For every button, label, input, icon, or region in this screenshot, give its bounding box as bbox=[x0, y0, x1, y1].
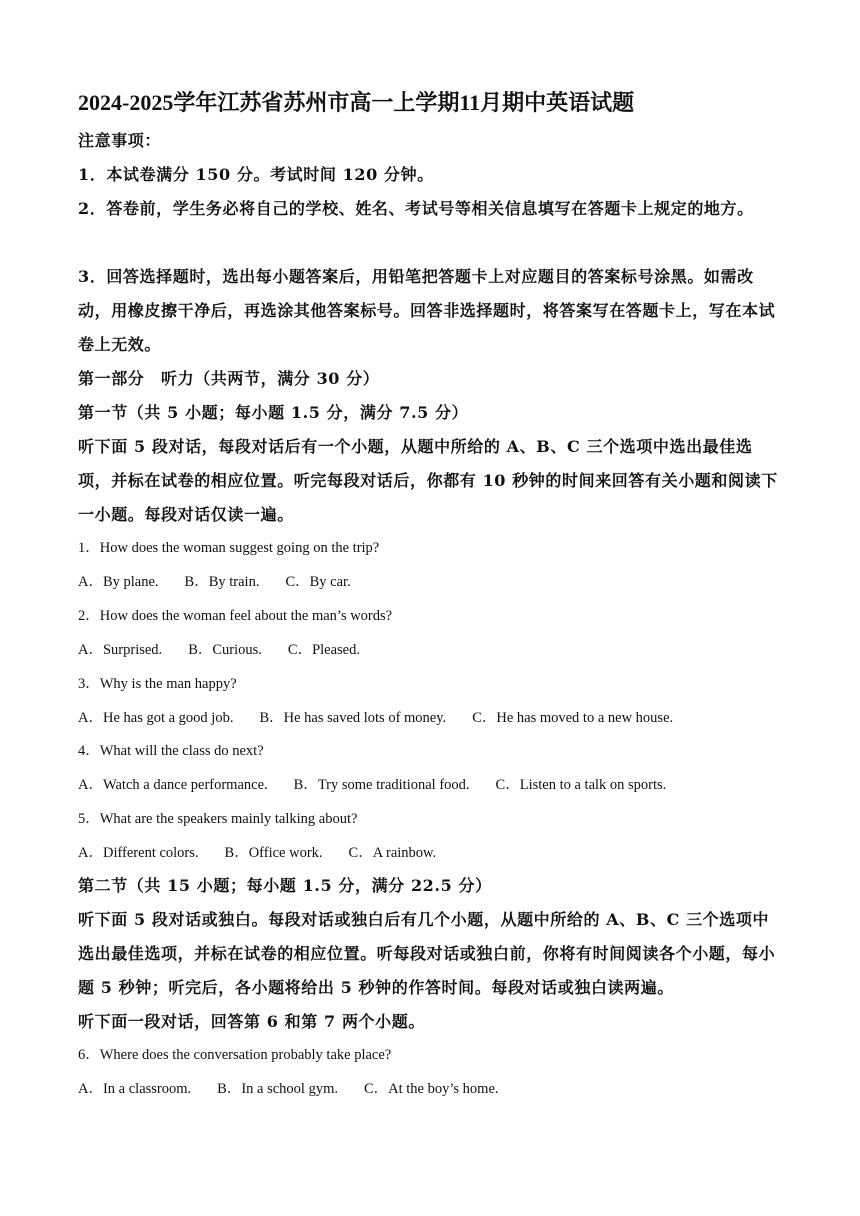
question-1: 1．How does the woman suggest going on the trip? bbox=[78, 540, 380, 556]
notice-heading: 注意事项： bbox=[78, 131, 162, 150]
question-6-options bbox=[78, 1079, 798, 1099]
option-c: C．By car. bbox=[285, 574, 351, 590]
question-2-options bbox=[78, 640, 798, 660]
option-b: B．Office work. bbox=[224, 845, 323, 861]
option-a: A．By plane. bbox=[78, 574, 159, 590]
option-b: B．Curious. bbox=[188, 642, 262, 658]
question-1-options bbox=[78, 572, 798, 592]
question-6: 6．Where does the conversation probably take place? bbox=[78, 1047, 392, 1063]
option-a: A．Different colors. bbox=[78, 845, 199, 861]
option-b: B．In a school gym. bbox=[217, 1081, 338, 1097]
option-a: A．In a classroom. bbox=[78, 1081, 192, 1097]
section2-instructions: 听下面 5 段对话或独白。每段对话或独白后有几个小题，从题中所给的 A、B、C 三个选项中选出最佳选项，并标在试卷的相应位置。听每段对话或独白前，你将有时间阅读各个小题，每小题 5 秒钟；听完后，各小题将给出 5 秒钟的作答时间。每段对话或独白读两遍。 bbox=[78, 910, 776, 997]
notice-item-2: 2．答卷前，学生务必将自己的学校、姓名、考试号等相关信息填写在答题卡上规定的地方。 bbox=[78, 199, 754, 218]
section1-instructions: 听下面 5 段对话，每段对话后有一个小题，从题中所给的 A、B、C 三个选项中选出最佳选项，并标在试卷的相应位置。听完每段对话后，你都有 10 秒钟的时间来回答有关小题和阅读下一小题。每段对话仅读一遍。 bbox=[78, 437, 778, 524]
option-a: A．Surprised. bbox=[78, 642, 163, 658]
question-5: 5．What are the speakers mainly talking about? bbox=[78, 811, 358, 827]
section2-heading: 第二节（共 15 小题；每小题 1.5 分，满分 22.5 分） bbox=[78, 876, 492, 895]
question-2: 2．How does the woman feel about the man’s words? bbox=[78, 608, 393, 624]
option-c: C．Listen to a talk on sports. bbox=[495, 777, 667, 793]
notice-item-3: 3．回答选择题时，选出每小题答案后，用铅笔把答题卡上对应题目的答案标号涂黑。如需改动，用橡皮擦干净后，再选涂其他答案标号。回答非选择题时，将答案写在答题卡上，写在本试卷上无效。 bbox=[78, 267, 776, 354]
question-4-options bbox=[78, 775, 798, 795]
option-b: B．He has saved lots of money. bbox=[259, 710, 447, 726]
part1-heading: 第一部分 听力（共两节，满分 30 分） bbox=[78, 369, 380, 388]
option-c: C．He has moved to a new house. bbox=[472, 710, 674, 726]
question-3-options bbox=[78, 708, 798, 728]
question-4: 4．What will the class do next? bbox=[78, 743, 264, 759]
option-c: C．At the boy’s home. bbox=[363, 1081, 499, 1097]
option-a: A．Watch a dance performance. bbox=[78, 777, 268, 793]
page-title: 2024-2025学年江苏省苏州市高一上学期11月期中英语试题 bbox=[78, 90, 635, 115]
option-b: B．Try some traditional food. bbox=[293, 777, 470, 793]
dialogue-intro: 听下面一段对话，回答第 6 和第 7 两个小题。 bbox=[78, 1012, 425, 1031]
option-c: C．A rainbow. bbox=[348, 845, 437, 861]
option-b: B．By train. bbox=[184, 574, 260, 590]
option-c: C．Pleased. bbox=[287, 642, 360, 658]
question-3: 3．Why is the man happy? bbox=[78, 676, 237, 692]
option-a: A．He has got a good job. bbox=[78, 710, 234, 726]
question-5-options bbox=[78, 843, 798, 863]
section1-heading: 第一节（共 5 小题；每小题 1.5 分，满分 7.5 分） bbox=[78, 403, 469, 422]
notice-item-1: 1．本试卷满分 150 分。考试时间 120 分钟。 bbox=[78, 165, 434, 184]
